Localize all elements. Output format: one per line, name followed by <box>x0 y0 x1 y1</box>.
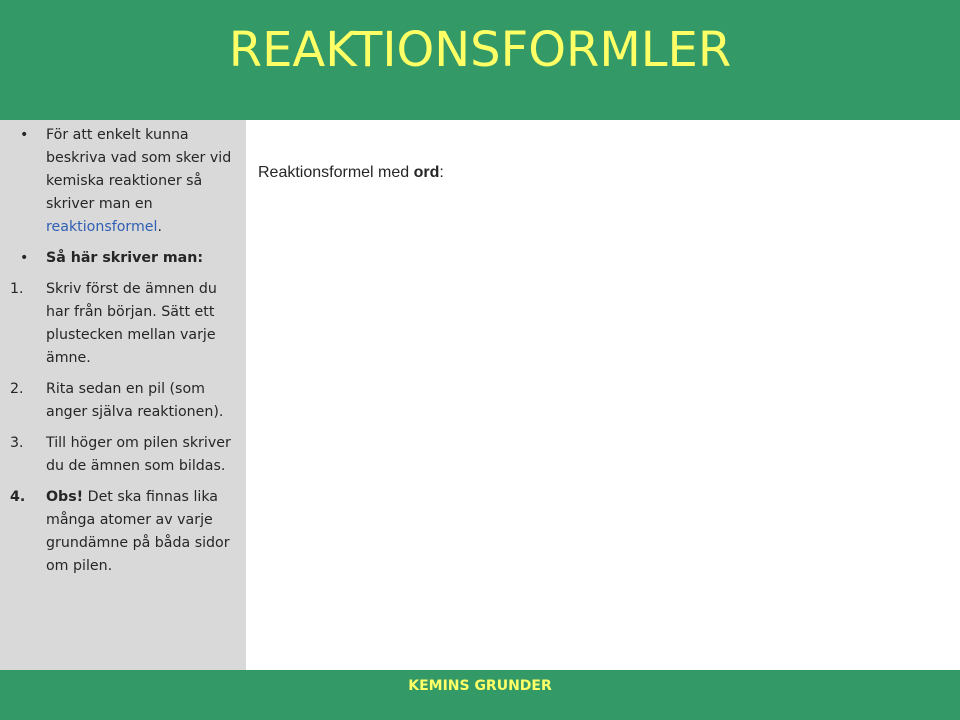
footer-title: KEMINS GRUNDER <box>408 678 552 694</box>
formula-label-bold: ord <box>413 164 440 181</box>
list-item-step-3 <box>0 432 240 478</box>
list-item-step-4 <box>0 486 240 578</box>
step-number: 3. <box>10 435 24 451</box>
list-item-step-2 <box>0 378 240 424</box>
step-text: Det ska finnas lika många atomer av varje grundämne på båda sidor om pilen. <box>46 489 230 574</box>
highlight-term: reaktionsformel <box>46 219 158 235</box>
intro-text: För att enkelt kunna beskriva vad som sker vid kemiska reaktioner så skriver man en <box>46 127 232 212</box>
formula-label-suffix: : <box>439 164 444 181</box>
step-number: 1. <box>10 281 24 297</box>
bullet-icon: • <box>20 250 29 266</box>
intro-end: . <box>157 219 162 235</box>
list-item-intro <box>0 124 240 239</box>
formula-label <box>258 164 444 182</box>
instruction-list <box>0 124 240 586</box>
slide-title: REAKTIONSFORMLER <box>228 22 732 78</box>
list-item-step-1 <box>0 278 240 370</box>
obs-label: Obs! <box>46 489 84 505</box>
step-number: 4. <box>10 489 26 505</box>
step-number: 2. <box>10 381 24 397</box>
formula-label-prefix: Reaktionsformel med <box>258 164 414 181</box>
list-item-heading <box>0 247 240 270</box>
step-text: Till höger om pilen skriver du de ämnen som bildas. <box>46 435 231 474</box>
how-heading: Så här skriver man: <box>46 250 204 266</box>
step-text: Rita sedan en pil (som anger själva reaktionen). <box>46 381 224 420</box>
step-text: Skriv först de ämnen du har från början. Sätt ett plustecken mellan varje ämne. <box>46 281 217 366</box>
bullet-icon: • <box>20 127 29 143</box>
